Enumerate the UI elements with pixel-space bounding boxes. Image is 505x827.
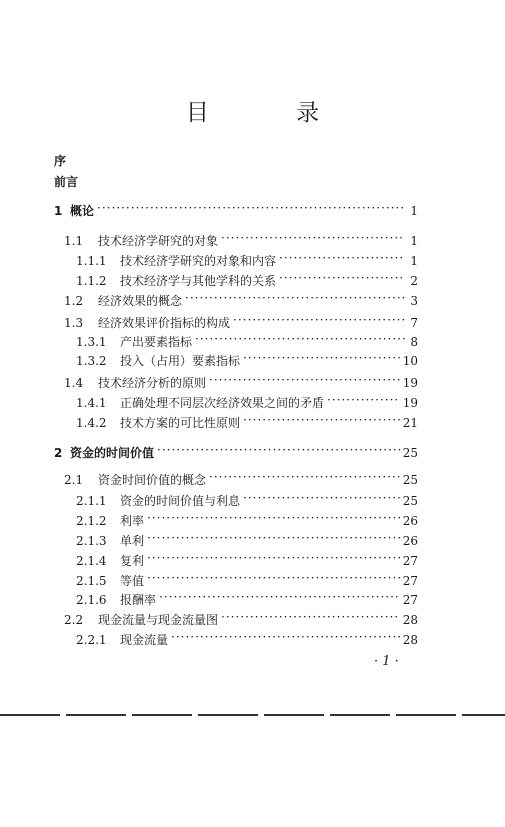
toc-leader-dots (147, 553, 400, 565)
toc-entry-number: 2 (54, 446, 63, 460)
toc-entry-number: 2.1 (64, 473, 84, 487)
toc-entry (64, 612, 418, 627)
page-title: 目 录 (185, 100, 360, 126)
toc-entry-number: 1.2 (64, 294, 84, 308)
toc-entry-number: 1.3.1 (76, 335, 107, 349)
toc-entry-title: 投入（占用）要素指标 (120, 354, 241, 368)
toc-entry (76, 415, 418, 430)
toc-entry-title: 技术经济学与其他学科的关系 (120, 274, 277, 288)
toc-entry-number: 2.1.5 (76, 574, 107, 588)
toc-entry-page: 19 (402, 376, 418, 390)
toc-entry (76, 493, 418, 508)
toc-entry (76, 395, 418, 410)
toc-entry (76, 632, 418, 647)
toc-entry-title: 现金流量与现金流量图 (98, 613, 219, 627)
toc-leader-dots (209, 375, 400, 387)
toc-entry (64, 315, 418, 330)
toc-entry-number: 1 (54, 204, 63, 218)
toc-leader-dots (279, 253, 405, 265)
toc-entry-page: 10 (402, 354, 418, 368)
toc-entry (76, 513, 418, 528)
toc-entry-title: 技术方案的可比性原则 (120, 416, 241, 430)
toc-entry-title: 正确处理不同层次经济效果之间的矛盾 (120, 396, 325, 410)
toc-entry-page: 27 (402, 593, 418, 607)
toc-entry-page: 25 (402, 446, 418, 460)
toc-entry-number: 1.1 (64, 234, 84, 248)
toc-leader-dots (195, 334, 405, 346)
toc-leader-dots (221, 612, 400, 624)
toc-entry-title: 等值 (120, 574, 145, 588)
toc-entry-number: 2.1.4 (76, 554, 107, 568)
toc-entry-number: 2.2 (64, 613, 84, 627)
toc-entry-page: 1 (410, 234, 418, 248)
toc-entry-page: 26 (402, 534, 418, 548)
toc-entry-number: 1.1.1 (76, 254, 107, 268)
toc-entry-title: 报酬率 (120, 593, 157, 607)
toc-entry-title: 概论 (70, 204, 95, 218)
toc-entry-title: 利率 (120, 514, 145, 528)
toc-entry-page: 3 (410, 294, 418, 308)
toc-entry (76, 334, 418, 349)
toc-leader-dots (157, 445, 400, 457)
toc-entry-number: 2.1.1 (76, 494, 107, 508)
toc-leader-dots (327, 395, 400, 407)
toc-entry-page: 25 (402, 473, 418, 487)
toc-entry-page: 26 (402, 514, 418, 528)
toc-entry (64, 472, 418, 487)
toc-leader-dots (147, 533, 400, 545)
toc-leader-dots (209, 472, 400, 484)
toc-entry-number: 2.1.6 (76, 593, 107, 607)
toc-leader-dots (221, 233, 405, 245)
bottom-rule (0, 714, 505, 716)
toc-entry-title: 资金的时间价值 (70, 446, 155, 460)
toc-preface: 序 (54, 154, 67, 168)
toc-entry (76, 592, 418, 607)
toc-entry-title: 技术经济学研究的对象和内容 (120, 254, 277, 268)
toc-entry (76, 573, 418, 588)
toc-entry-title: 资金的时间价值与利息 (120, 494, 241, 508)
toc-entry-title: 经济效果的概念 (98, 294, 183, 308)
toc-entry-page: 7 (410, 316, 418, 330)
toc-entry (64, 233, 418, 248)
toc-entry-title: 产出要素指标 (120, 335, 193, 349)
toc-entry-page: 19 (402, 396, 418, 410)
toc-entry-title: 技术经济学研究的对象 (98, 234, 219, 248)
toc-entry-number: 1.3 (64, 316, 84, 330)
toc-entry (76, 353, 418, 368)
page-folio: · 1 · (374, 654, 399, 669)
toc-entry-title: 现金流量 (120, 633, 169, 647)
toc-entry-page: 27 (402, 554, 418, 568)
toc-foreword: 前言 (54, 175, 79, 189)
toc-entry-number: 2.1.2 (76, 514, 107, 528)
toc-entry-number: 2.2.1 (76, 633, 107, 647)
toc-entry-number: 1.3.2 (76, 354, 107, 368)
toc-entry-title: 资金时间价值的概念 (98, 473, 207, 487)
toc-entry (76, 553, 418, 568)
toc-entry (76, 253, 418, 268)
toc-entry (54, 203, 418, 218)
toc-entry-number: 1.4.2 (76, 416, 107, 430)
toc-leader-dots (279, 273, 405, 285)
toc-entry-page: 1 (410, 204, 418, 218)
toc-entry-page: 21 (402, 416, 418, 430)
toc-leader-dots (97, 203, 405, 215)
toc-entry (64, 375, 418, 390)
toc-entry-page: 2 (410, 274, 418, 288)
toc-entry-page: 1 (410, 254, 418, 268)
toc-entry (76, 273, 418, 288)
toc-entry-title: 复利 (120, 554, 145, 568)
toc-entry-number: 1.1.2 (76, 274, 107, 288)
toc-leader-dots (243, 353, 400, 365)
toc-entry-title: 技术经济分析的原则 (98, 376, 207, 390)
toc-entry-page: 27 (402, 574, 418, 588)
toc-leader-dots (185, 293, 405, 305)
toc-entry-page: 8 (410, 335, 418, 349)
toc-entry-number: 2.1.3 (76, 534, 107, 548)
toc-entry (76, 533, 418, 548)
toc-entry (54, 445, 418, 460)
toc-leader-dots (159, 592, 400, 604)
toc-entry-page: 28 (402, 633, 418, 647)
toc-leader-dots (147, 513, 400, 525)
toc-leader-dots (243, 415, 400, 427)
toc-entry-page: 25 (402, 494, 418, 508)
toc-entry-title: 经济效果评价指标的构成 (98, 316, 231, 330)
toc-entry-number: 1.4 (64, 376, 84, 390)
toc-entry-title: 单利 (120, 534, 145, 548)
toc-leader-dots (243, 493, 400, 505)
toc-leader-dots (171, 632, 400, 644)
toc-entry-page: 28 (402, 613, 418, 627)
toc-leader-dots (147, 573, 400, 585)
toc-entry (64, 293, 418, 308)
toc-entry-number: 1.4.1 (76, 396, 107, 410)
toc-leader-dots (233, 315, 405, 327)
